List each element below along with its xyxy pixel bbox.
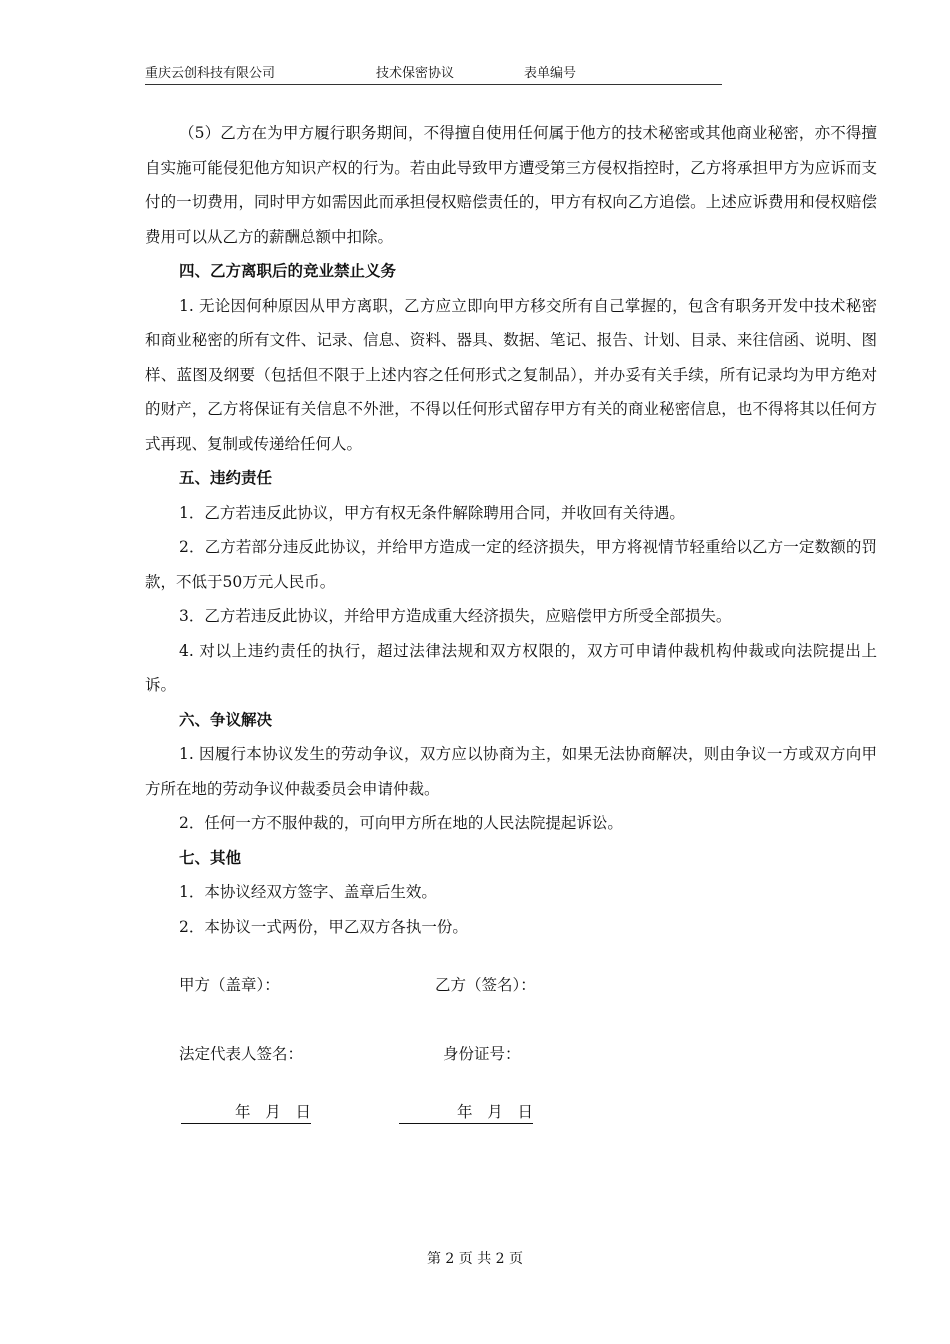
section-7-item-1: 1．本协议经双方签字、盖章后生效。 — [179, 883, 437, 901]
section-7-item-2: 2．本协议一式两份，甲乙双方各执一份。 — [179, 917, 468, 936]
form-number-label: 表单编号 — [524, 66, 577, 81]
section-5-item-3: 3．乙方若违反此协议，并给甲方造成重大经济损失，应赔偿甲方所受全部损失。 — [179, 607, 732, 625]
section-5-heading: 五、违约责任 — [179, 469, 273, 487]
page-header — [145, 64, 722, 85]
section-4-item-1: 1. 无论因何种原因从甲方离职，乙方应立即向甲方移交所有自己掌握的，包含有职务开发中技术秘密和商业秘密的所有文件、记录、信息、资料、器具、数据、笔记、报告、计划、目录、来往信函、说明、图样、蓝图及纲要（包括但不限于上述内容之任何形式之复制品），并办妥有关手续，所有记录均为甲方绝对的财产，乙方将保证有关信息不外泄，不得以任何形式留存甲方有关的商业秘密信息，也不得将其以任何方式再现、复制或传递给任何人。 — [145, 296, 877, 453]
section-6-item-2: 2．任何一方不服仲裁的，可向甲方所在地的人民法院提起诉讼。 — [179, 814, 623, 832]
clause-5: （5）乙方在为甲方履行职务期间，不得擅自使用任何属于他方的技术秘密或其他商业秘密，亦不得擅自实施可能侵犯他方知识产权的行为。若由此导致甲方遭受第三方侵权指控时，乙方将承担甲方为应诉而支付的一切费用，同时甲方如需因此而承担侵权赔偿责任的，甲方有权向乙方追偿。上述应诉费用和侵权赔偿费用可以从乙方的薪酬总额中扣除。 — [145, 124, 877, 246]
party-b-date: 年 月 日 — [399, 1100, 533, 1124]
document-body — [145, 116, 877, 944]
party-b-signature-label: 乙方（签名）： — [435, 976, 536, 994]
id-number-label: 身份证号： — [443, 1045, 521, 1063]
party-a-date: 年 月 日 — [181, 1100, 311, 1124]
document-title: 技术保密协议 — [376, 66, 455, 81]
legal-representative-label: 法定代表人签名： — [179, 1045, 304, 1063]
section-4-heading: 四、乙方离职后的竞业禁止义务 — [179, 262, 397, 280]
section-6-item-1: 1. 因履行本协议发生的劳动争议，双方应以协商为主，如果无法协商解决，则由争议一方或双方向甲方所在地的劳动争议仲裁委员会申请仲裁。 — [145, 745, 877, 798]
party-a-seal-label: 甲方（盖章）： — [179, 976, 280, 994]
section-5-item-4: 4. 对以上违约责任的执行，超过法律法规和双方权限的，双方可申请仲裁机构仲裁或向法院提出上诉。 — [145, 641, 877, 694]
company-name: 重庆云创科技有限公司 — [145, 66, 276, 81]
section-5-item-2: 2．乙方若部分违反此协议，并给甲方造成一定的经济损失，甲方将视情节轻重给以乙方一定数额的罚款，不低于50万元人民币。 — [145, 538, 877, 591]
section-6-heading: 六、争议解决 — [179, 710, 273, 729]
section-5-item-1: 1．乙方若违反此协议，甲方有权无条件解除聘用合同，并收回有关待遇。 — [179, 503, 685, 522]
section-7-heading: 七、其他 — [179, 848, 242, 867]
page-number: 第 2 页 共 2 页 — [426, 1251, 524, 1267]
